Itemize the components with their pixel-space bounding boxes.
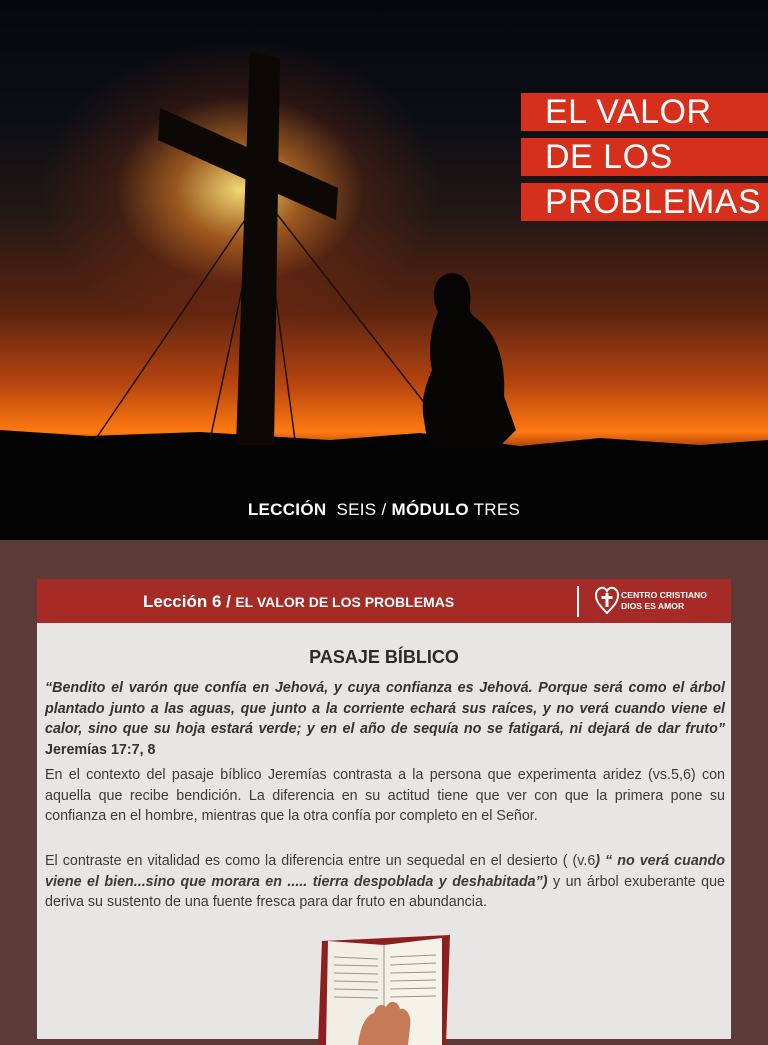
paragraph-context: En el contexto del pasaje bíblico Jeremías contrasta a la persona que experimenta aridez (vs.5,6) con aquella que recibe bendición. La diferencia en su actitud tiene que ver con que la primera pone su confianza en el hombre, mientras que la otra confía por completo en el Señor. [45, 767, 725, 824]
logo-line-1: CENTRO CRISTIANO [621, 590, 707, 600]
lesson-title: EL VALOR DE LOS PROBLEMAS [235, 594, 455, 610]
church-logo-icon [595, 585, 619, 617]
lesson-number-label: Lección 6 / [143, 592, 231, 611]
lesson-label: LECCIÓN [247, 500, 327, 519]
paragraph-contrast-end: y un árbol exuberante que deriva su sustento de una fuente fresca para dar fruto en abundancia. [45, 873, 725, 910]
paragraph-contrast [45, 851, 725, 913]
verse-text: “Bendito el varón que confía en Jehová, y cuya confianza es Jehová. Porque será como el árbol plantado junto a las aguas, que junto a la corriente echará sus raíces, y no verá cuando viene el calor, sino que su hoja estará verde; y en el año de sequía no se fatigará, ni dejará de dar fruto” [45, 680, 725, 737]
card-header-title [143, 592, 454, 612]
paragraph-contrast-quote: ) “ no verá cuando viene el bien...sino que morara en ..... tierra despoblada y deshabitada”) [45, 853, 725, 890]
lesson-number: SEIS [336, 500, 377, 519]
church-logo-text [621, 590, 707, 612]
lesson-module-label [0, 500, 768, 520]
bible-verse [45, 678, 725, 760]
title-line-3: PROBLEMAS [521, 183, 768, 221]
card-header [37, 579, 731, 623]
title-line-1: EL VALOR [521, 93, 768, 131]
logo-line-2: DIOS ES AMOR [621, 601, 685, 611]
title-line-2: DE LOS [521, 138, 768, 176]
module-label: MÓDULO [391, 500, 469, 519]
separator: / [381, 500, 387, 519]
verse-reference: Jeremías 17:7, 8 [45, 741, 156, 758]
module-number: TRES [473, 500, 521, 519]
header-divider [577, 586, 579, 617]
paragraph-contrast-start: El contraste en vitalidad es como la diferencia entre un sequedal en el desierto ( (v.6 [45, 853, 596, 869]
open-bible-image [318, 935, 452, 1045]
lesson-card [37, 579, 731, 1039]
section-title: PASAJE BÍBLICO [309, 647, 459, 667]
